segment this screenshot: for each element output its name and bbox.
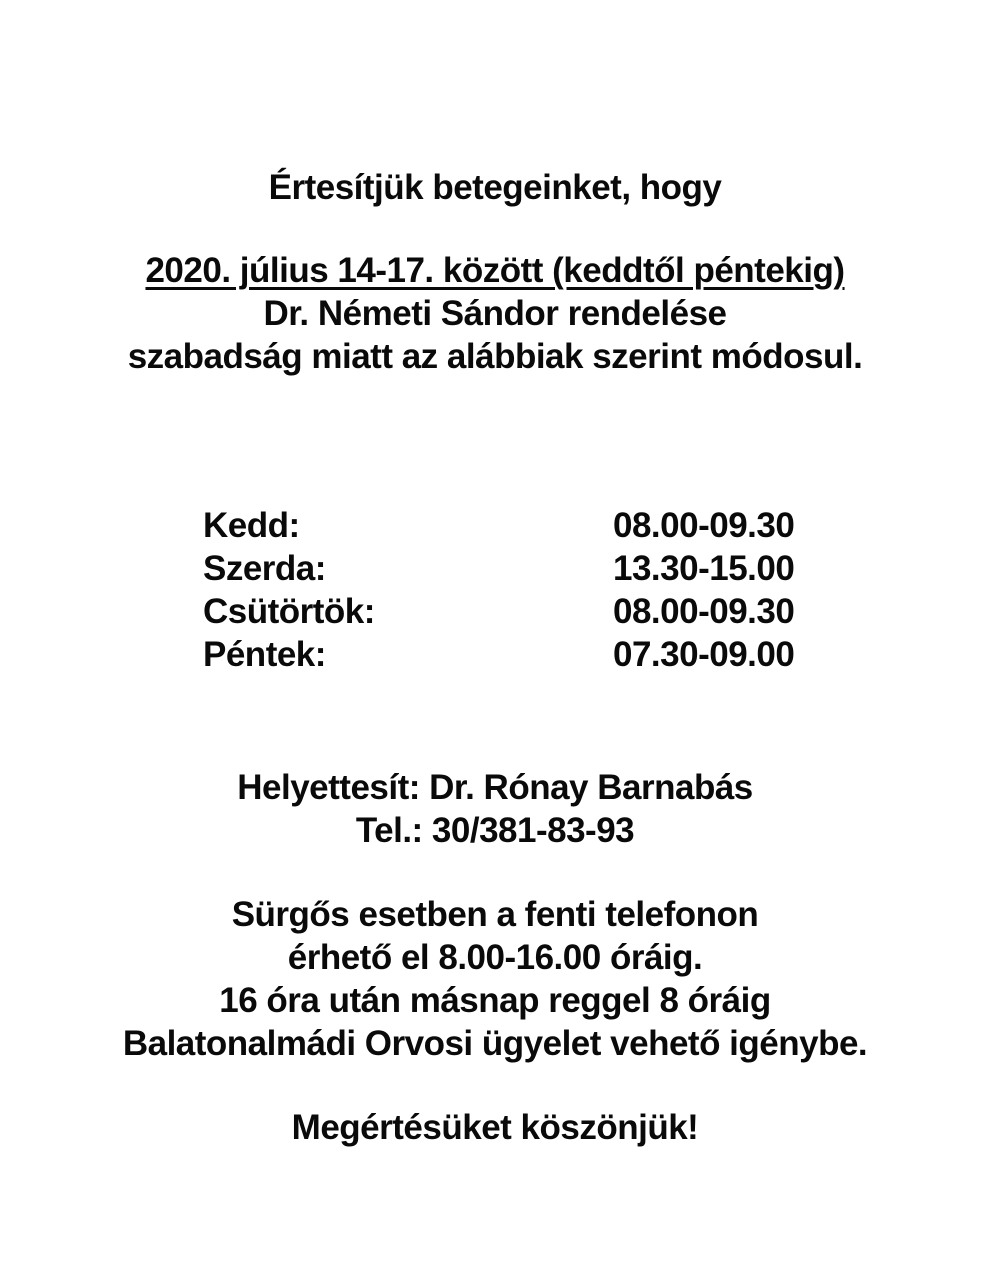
time-value: 08.00-09.30: [613, 506, 795, 545]
substitute-info: [0, 766, 990, 852]
urgent-line-3: 16 óra után másnap reggel 8 óráig: [219, 981, 771, 1020]
date-range-line: 2020. július 14-17. között (keddtől péntekig): [145, 251, 845, 290]
urgent-line-4: Balatonalmádi Orvosi ügyelet vehető igénybe.: [122, 1024, 868, 1063]
urgent-line-2: érhető el 8.00-16.00 óráig.: [287, 938, 703, 977]
schedule-row-friday: [203, 633, 990, 676]
day-label: Csütörtök:: [203, 592, 375, 631]
notice-title: Értesítjük betegeinket, hogy: [268, 168, 722, 207]
time-value: 13.30-15.00: [613, 549, 795, 588]
substitute-phone-line: Tel.: 30/381-83-93: [355, 811, 635, 850]
urgent-info: [0, 893, 990, 1065]
time-value: 08.00-09.30: [613, 592, 795, 631]
schedule-row-wednesday: [203, 547, 990, 590]
intro-paragraph: [0, 249, 990, 378]
reason-line: szabadság miatt az alábbiak szerint módosul.: [127, 337, 863, 376]
schedule-row-thursday: [203, 590, 990, 633]
day-label: Szerda:: [203, 549, 326, 588]
doctor-name-line: Dr. Németi Sándor rendelése: [263, 294, 727, 333]
day-label: Péntek:: [203, 635, 326, 674]
thanks-line: Megértésüket köszönjük!: [291, 1108, 699, 1147]
day-label: Kedd:: [203, 506, 300, 545]
substitute-name-line: Helyettesít: Dr. Rónay Barnabás: [237, 768, 753, 807]
urgent-line-1: Sürgős esetben a fenti telefonon: [231, 895, 759, 934]
time-value: 07.30-09.00: [613, 635, 795, 674]
schedule-table: [203, 504, 990, 676]
schedule-row-tuesday: [203, 504, 990, 547]
